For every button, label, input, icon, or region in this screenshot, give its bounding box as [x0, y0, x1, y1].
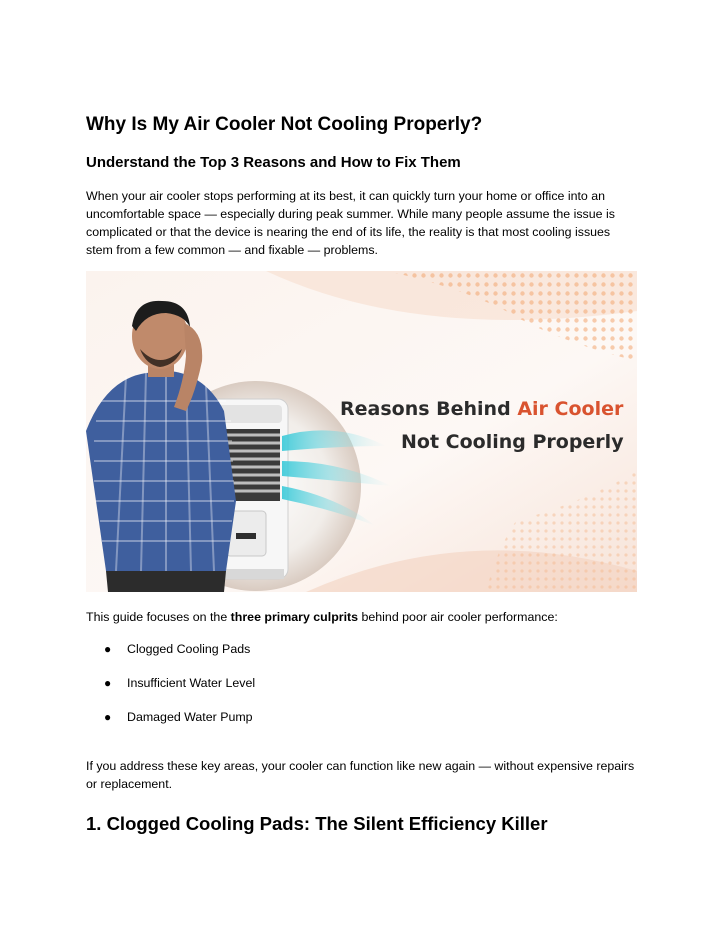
guide-prefix: This guide focuses on the [86, 610, 231, 624]
article-subtitle: Understand the Top 3 Reasons and How to Fix Them [86, 154, 461, 171]
culprit-label: Insufficient Water Level [127, 676, 256, 690]
article-title: Why Is My Air Cooler Not Cooling Properly? [86, 114, 483, 135]
intro-paragraph: When your air cooler stops performing at its best, it can quickly turn your home or office into an uncomfortable space — especially during peak summer. While many people assume the issue is complicated or that the device is nearing the end of its life, the reality is that most cooling issues stem from a few common — and fixable — problems. [86, 189, 615, 257]
guide-suffix: behind poor air cooler performance: [358, 610, 558, 624]
banner-headline-line1: Reasons Behind Air Cooler [340, 398, 624, 420]
list-item [86, 708, 255, 742]
outro-paragraph: If you address these key areas, your cooler can function like new again — without expensive repairs or replacement. [86, 759, 635, 791]
section-heading: 1. Clogged Cooling Pads: The Silent Efficiency Killer [86, 813, 548, 834]
guide-emphasis: three primary culprits [230, 610, 359, 624]
culprit-label: Clogged Cooling Pads [127, 642, 251, 656]
bullet-icon: ● [104, 676, 112, 690]
culprit-label: Damaged Water Pump [127, 710, 253, 724]
bullet-icon: ● [104, 710, 112, 724]
list-item [86, 674, 255, 708]
list-item [86, 640, 255, 674]
bullet-icon: ● [104, 642, 112, 656]
culprits-list [86, 640, 255, 742]
banner-image [86, 271, 637, 592]
guide-sentence [86, 610, 558, 624]
banner-headline-line2: Not Cooling Properly [401, 431, 624, 453]
